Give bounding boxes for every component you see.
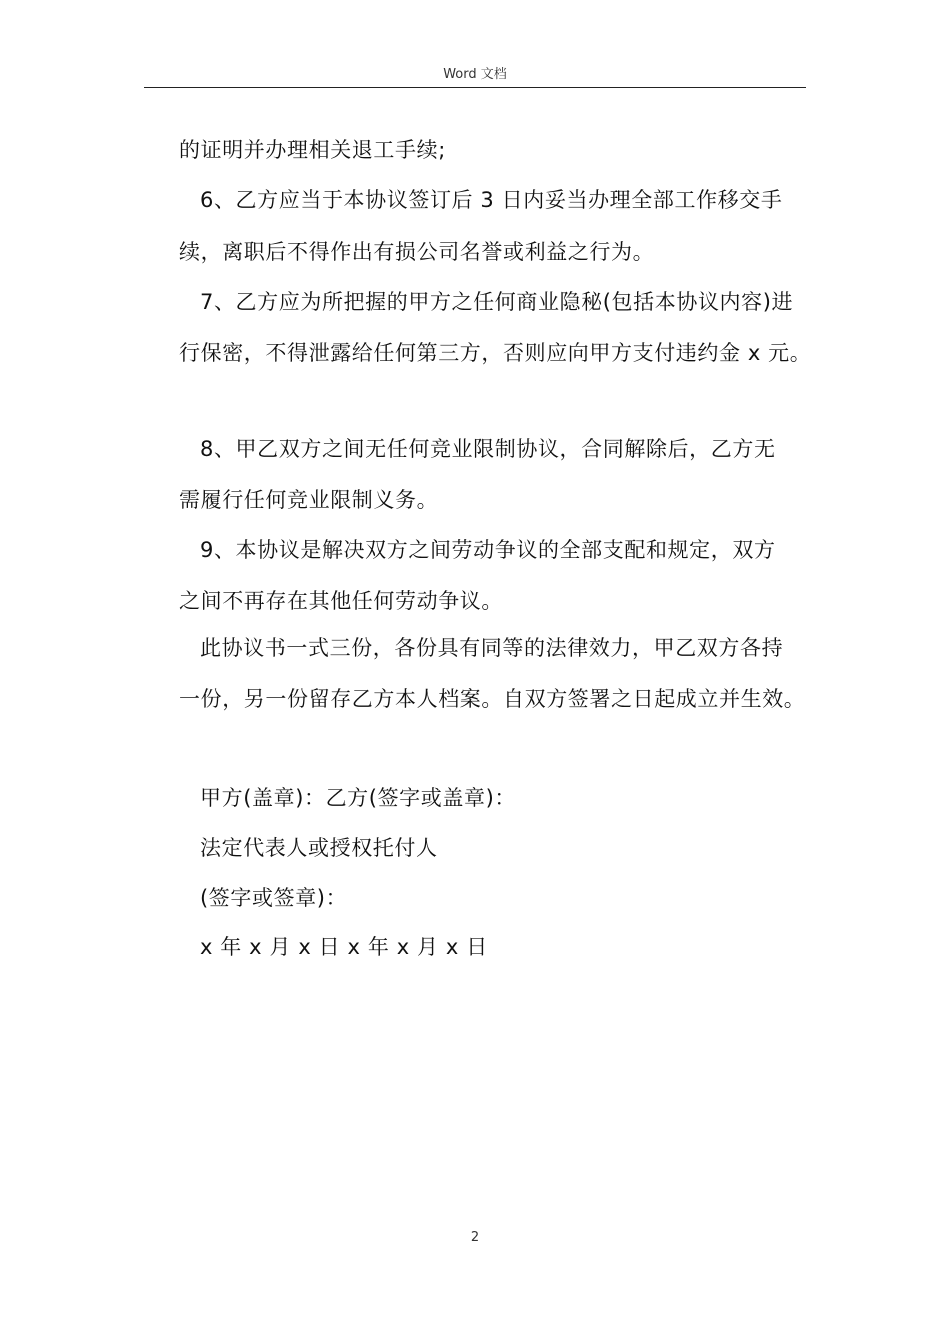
body-line-5: 行保密，不得泄露给任何第三方，否则应向甲方支付违约金 x 元。: [179, 341, 812, 365]
page-number: 2: [470, 1230, 480, 1245]
body-line-3: 续，离职后不得作出有损公司名誉或利益之行为。: [179, 240, 655, 264]
body-line-4: 7、乙方应为所把握的甲方之任何商业隐秘(包括本协议内容)进: [200, 290, 794, 314]
body-line-10: 此协议书一式三份，各份具有同等的法律效力，甲乙双方各持: [200, 636, 784, 660]
body-line-9: 之间不再存在其他任何劳动争议。: [179, 589, 503, 613]
body-line-8: 9、本协议是解决双方之间劳动争议的全部支配和规定，双方: [200, 538, 776, 562]
signature-parties: 甲方(盖章)：乙方(签字或盖章)：: [200, 786, 516, 810]
body-line-6: 8、甲乙双方之间无任何竞业限制协议，合同解除后，乙方无: [200, 437, 776, 461]
body-line-7: 需履行任何竞业限制义务。: [179, 488, 439, 512]
header-divider: [144, 87, 806, 88]
signature-dates: x 年 x 月 x 日 x 年 x 月 x 日: [200, 935, 488, 959]
signature-representative: 法定代表人或授权托付人: [200, 836, 438, 860]
page-header-title: Word 文档: [443, 67, 507, 82]
body-line-2: 6、乙方应当于本协议签订后 3 日内妥当办理全部工作移交手: [200, 188, 783, 212]
body-line-1: 的证明并办理相关退工手续;: [179, 138, 446, 162]
body-line-11: 一份，另一份留存乙方本人档案。自双方签署之日起成立并生效。: [179, 687, 806, 711]
signature-sign-note: (签字或签章)：: [200, 886, 348, 910]
